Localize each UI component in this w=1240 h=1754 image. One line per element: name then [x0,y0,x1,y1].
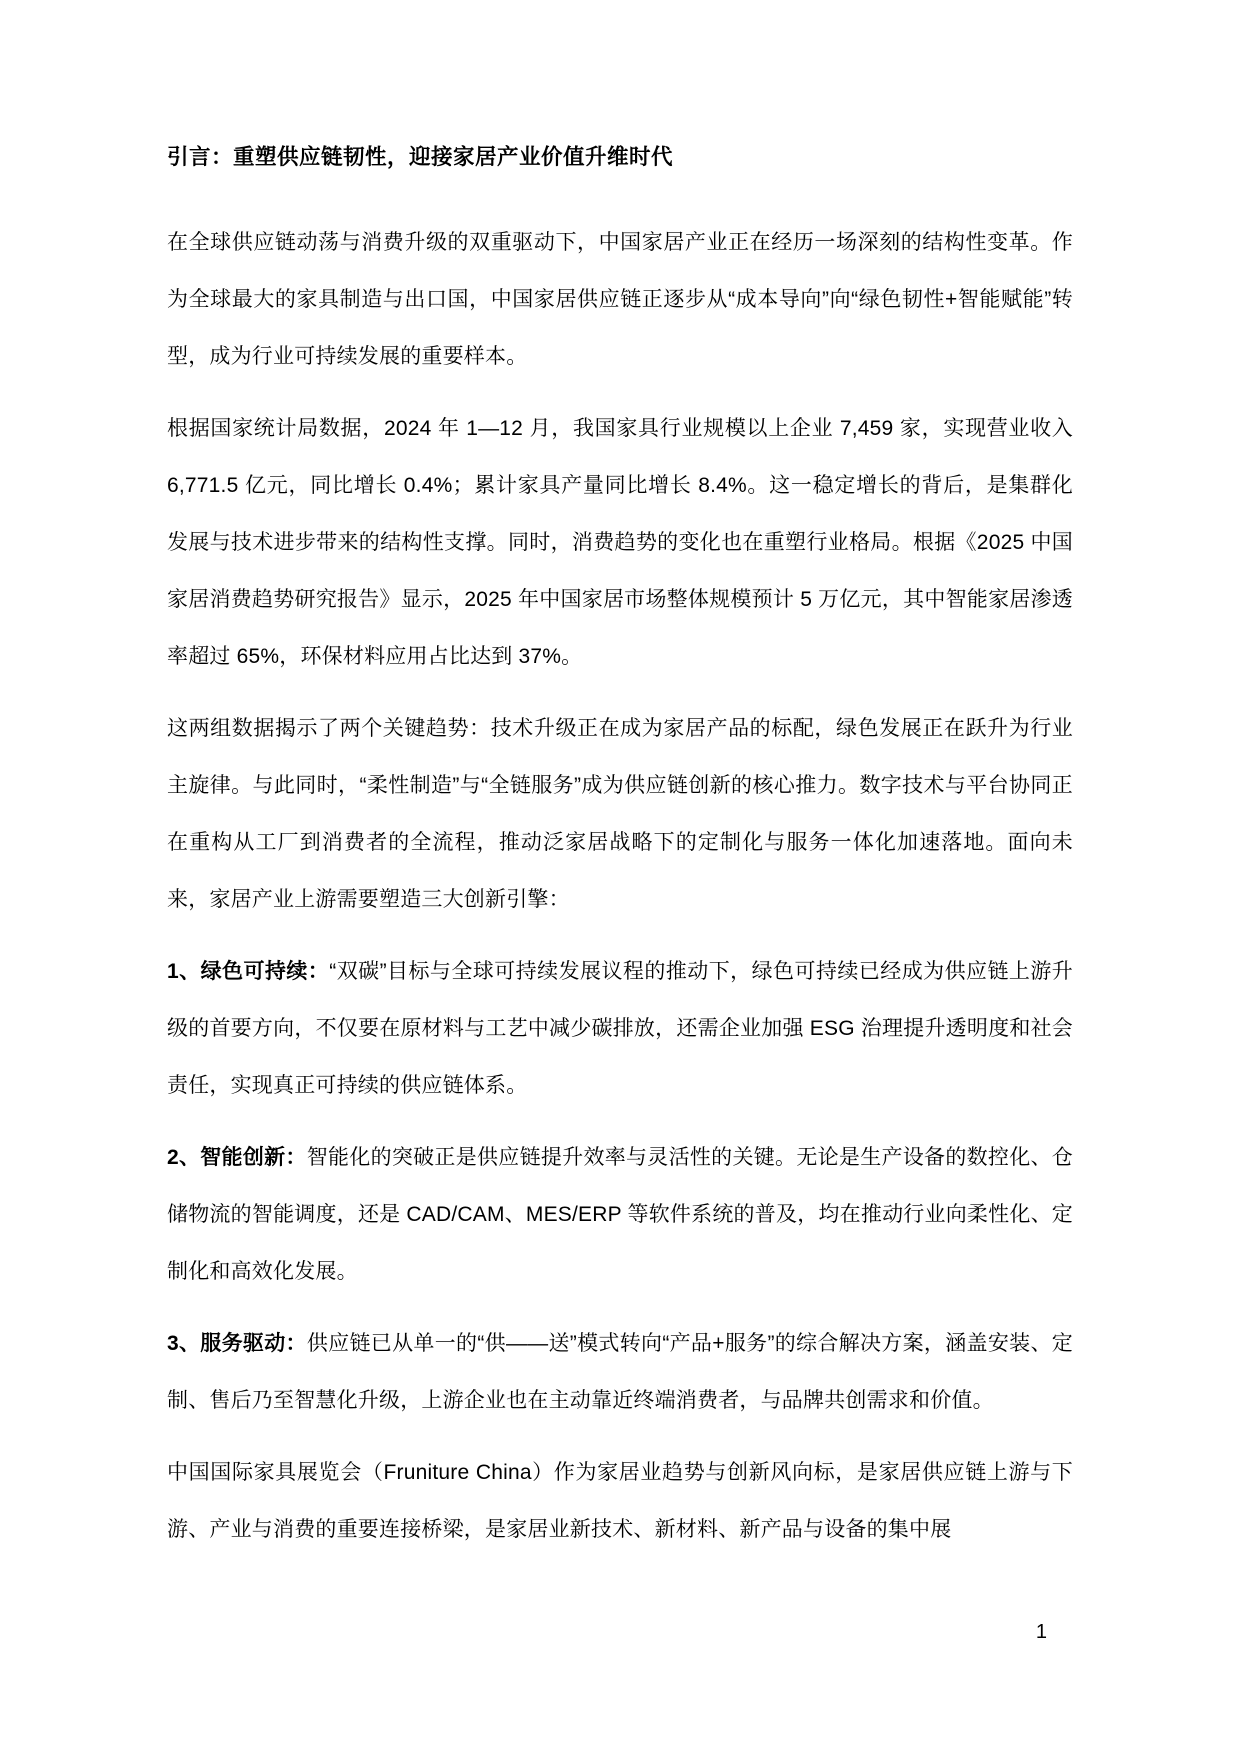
document-heading: 引言：重塑供应链韧性，迎接家居产业价值升维时代 [167,145,674,169]
paragraph-trends: 这两组数据揭示了两个关键趋势：技术升级正在成为家居产品的标配，绿色发展正在跃升为行业主旋律。与此同时，“柔性制造”与“全链服务”成为供应链创新的核心推力。数字技术与平台协同正在重构从工厂到消费者的全流程，推动泛家居战略下的定制化与服务一体化加速落地。面向未来，家居产业上游需要塑造三大创新引擎： [167,717,1073,911]
point-green-lead: 1、绿色可持续： [167,960,330,983]
paragraph-intro: 在全球供应链动荡与消费升级的双重驱动下，中国家居产业正在经历一场深刻的结构性变革。作为全球最大的家具制造与出口国，中国家居供应链正逐步从“成本导向”向“绿色韧性+智能赋能”转型，成为行业可持续发展的重要样本。 [167,231,1073,368]
paragraph-point-green [167,943,1073,1114]
point-service-lead: 3、服务驱动： [167,1332,307,1355]
paragraph-statistics: 根据国家统计局数据，2024 年 1—12 月，我国家具行业规模以上企业 7,459 家，实现营业收入 6,771.5 亿元，同比增长 0.4%；累计家具产量同比增长 8.4%。这一稳定增长的背后，是集群化发展与技术进步带来的结构性支撑。同时，消费趋势的变化也在重塑行业格局。根据《2025 中国家居消费趋势研究报告》显示，2025 年中国家居市场整体规模预计 5 万亿元，其中智能家居渗透率超过 65%，环保材料应用占比达到 37%。 [167,417,1073,668]
point-service-body: 供应链已从单一的“供——送”模式转向“产品+服务”的综合解决方案，涵盖安装、定制、售后乃至智慧化升级，上游企业也在主动靠近终端消费者，与品牌共创需求和价值。 [167,1332,1073,1412]
point-green-body: “双碳”目标与全球可持续发展议程的推动下，绿色可持续已经成为供应链上游升级的首要方向，不仅要在原材料与工艺中减少碳排放，还需企业加强 ESG 治理提升透明度和社会责任，实现真正可持续的供应链体系。 [167,960,1074,1097]
paragraph-point-smart [167,1129,1073,1300]
point-smart-body: 智能化的突破正是供应链提升效率与灵活性的关键。无论是生产设备的数控化、仓储物流的智能调度，还是 CAD/CAM、MES/ERP 等软件系统的普及，均在推动行业向柔性化、定制化和高效化发展。 [167,1146,1073,1283]
page-number: 1 [1035,1621,1047,1643]
paragraph-point-service [167,1315,1073,1429]
point-smart-lead: 2、智能创新： [167,1146,307,1169]
paragraph-expo: 中国国际家具展览会（Fruniture China）作为家居业趋势与创新风向标，是家居供应链上游与下游、产业与消费的重要连接桥梁，是家居业新技术、新材料、新产品与设备的集中展 [167,1461,1073,1541]
